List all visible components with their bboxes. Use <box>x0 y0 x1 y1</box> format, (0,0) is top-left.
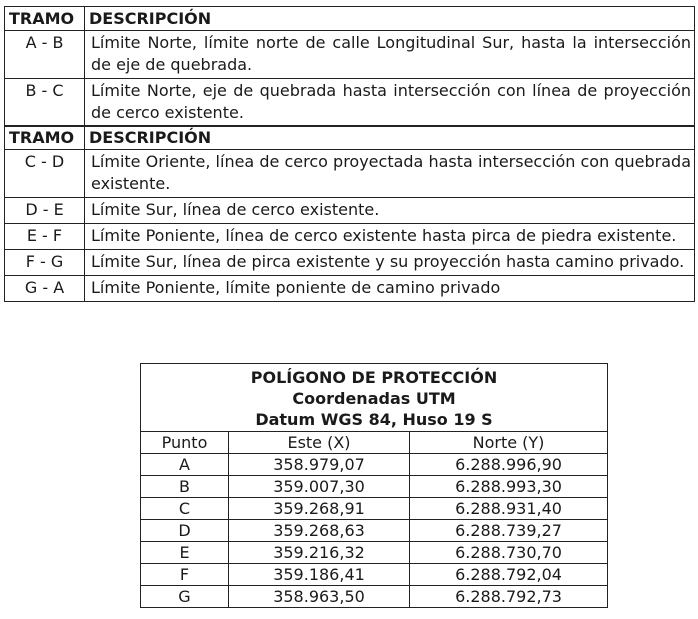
table-row <box>141 454 608 476</box>
header-tramo: TRAMO <box>5 126 85 150</box>
header-norte: Norte (Y) <box>410 432 608 454</box>
table-row <box>141 520 608 542</box>
este-cell: 359.216,32 <box>229 542 410 564</box>
descripcion-cell: Límite Sur, línea de cerco existente. <box>85 198 695 224</box>
punto-cell: G <box>141 586 229 608</box>
punto-cell: D <box>141 520 229 542</box>
header-este: Este (X) <box>229 432 410 454</box>
descripcion-cell: Límite Norte, límite norte de calle Longitudinal Sur, hasta la intersección de eje de quebrada. <box>85 31 695 79</box>
table-row <box>141 476 608 498</box>
table-row <box>141 564 608 586</box>
header-descripcion: DESCRIPCIÓN <box>85 126 695 150</box>
norte-cell: 6.288.792,73 <box>410 586 608 608</box>
table-row <box>5 198 695 224</box>
este-cell: 358.963,50 <box>229 586 410 608</box>
este-cell: 359.268,91 <box>229 498 410 520</box>
table-row <box>5 276 695 302</box>
poligono-table <box>140 363 608 608</box>
punto-cell: A <box>141 454 229 476</box>
norte-cell: 6.288.730,70 <box>410 542 608 564</box>
este-cell: 358.979,07 <box>229 454 410 476</box>
poligono-title-cell <box>141 364 608 432</box>
norte-cell: 6.288.993,30 <box>410 476 608 498</box>
tramo-cell: B - C <box>5 79 85 127</box>
descripcion-cell: Límite Poniente, límite poniente de camino privado <box>85 276 695 302</box>
este-cell: 359.007,30 <box>229 476 410 498</box>
norte-cell: 6.288.931,40 <box>410 498 608 520</box>
tramo-cell: D - E <box>5 198 85 224</box>
tramo-cell: C - D <box>5 150 85 198</box>
descripcion-cell: Límite Oriente, línea de cerco proyectada hasta intersección con quebrada existente. <box>85 150 695 198</box>
table-header-row <box>5 7 695 31</box>
descripcion-cell: Límite Poniente, línea de cerco existente hasta pirca de piedra existente. <box>85 224 695 250</box>
tramo-cell: G - A <box>5 276 85 302</box>
table-row <box>141 586 608 608</box>
table-row <box>5 31 695 79</box>
poligono-subtitle: Coordenadas UTM <box>292 389 456 408</box>
punto-cell: C <box>141 498 229 520</box>
norte-cell: 6.288.792,04 <box>410 564 608 586</box>
table-row <box>141 542 608 564</box>
header-tramo: TRAMO <box>5 7 85 31</box>
poligono-title-row <box>141 364 608 432</box>
table-header-row <box>5 126 695 150</box>
table-row <box>5 250 695 276</box>
tramo-cell: F - G <box>5 250 85 276</box>
tramo-cell: A - B <box>5 31 85 79</box>
punto-cell: B <box>141 476 229 498</box>
header-punto: Punto <box>141 432 229 454</box>
poligono-datum: Datum WGS 84, Huso 19 S <box>255 410 493 429</box>
table-row <box>5 150 695 198</box>
descripcion-cell: Límite Sur, línea de pirca existente y su proyección hasta camino privado. <box>85 250 695 276</box>
norte-cell: 6.288.996,90 <box>410 454 608 476</box>
este-cell: 359.268,63 <box>229 520 410 542</box>
poligono-header-row <box>141 432 608 454</box>
punto-cell: F <box>141 564 229 586</box>
tramos-table-1 <box>4 6 695 127</box>
tramo-cell: E - F <box>5 224 85 250</box>
este-cell: 359.186,41 <box>229 564 410 586</box>
punto-cell: E <box>141 542 229 564</box>
table-row <box>5 79 695 127</box>
descripcion-cell: Límite Norte, eje de quebrada hasta intersección con línea de proyección de cerco existente. <box>85 79 695 127</box>
table-row <box>141 498 608 520</box>
header-descripcion: DESCRIPCIÓN <box>85 7 695 31</box>
tramos-table-2 <box>4 125 695 302</box>
table-row <box>5 224 695 250</box>
norte-cell: 6.288.739,27 <box>410 520 608 542</box>
poligono-title: POLÍGONO DE PROTECCIÓN <box>250 368 498 387</box>
